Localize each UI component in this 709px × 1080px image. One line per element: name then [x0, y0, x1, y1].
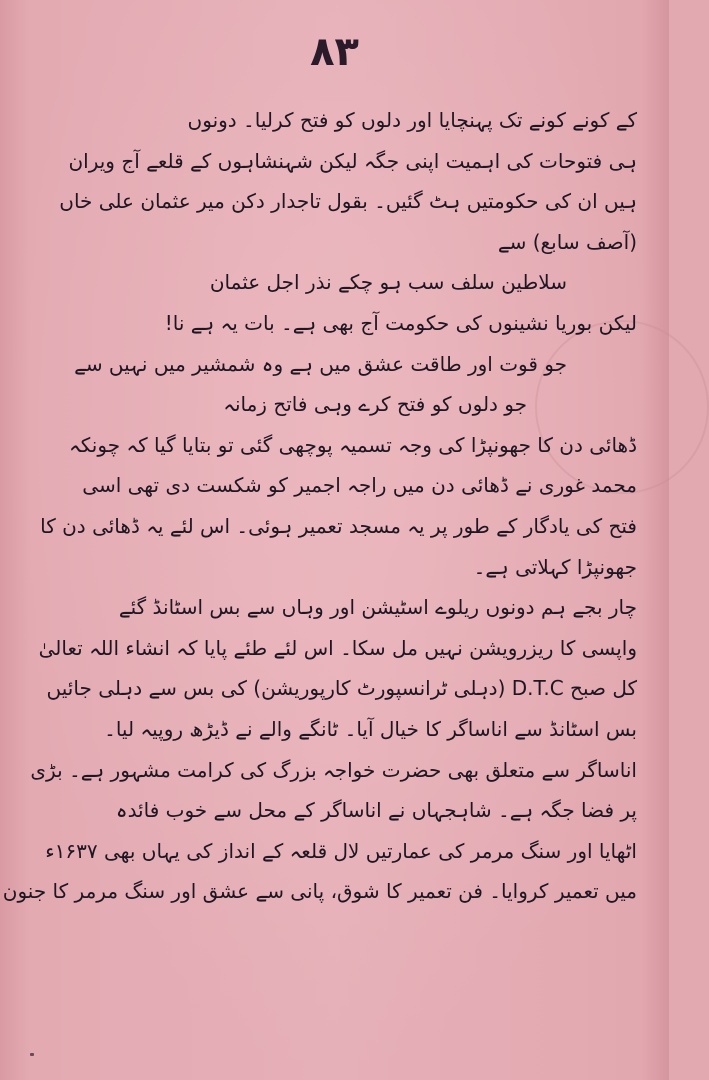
verse-line: سلاطین سلف سب ہو چکے نذر اجل عثمان	[209, 270, 567, 295]
page-body-text	[2, 100, 637, 912]
text-line: چار بجے ہم دونوں ریلوے اسٹیشن اور وہاں سے بس اسٹانڈ گئے	[118, 595, 637, 620]
text-line: ہیں ان کی حکومتیں ہٹ گئیں۔ بقول تاجدار دکن میر عثمان علی خاں	[59, 189, 637, 214]
verse-line: جو قوت اور طاقت عشق میں ہے وہ شمشیر میں نہیں سے	[74, 351, 567, 376]
text-line: واپسی کا ریزرویشن نہیں مل سکا۔ اس لئے طئے پایا کہ انشاء اللہ تعالیٰ	[38, 635, 637, 660]
ink-speck	[30, 1053, 34, 1056]
verse-line: جو دلوں کو فتح کرے وہی فاتح زمانہ	[223, 392, 527, 417]
text-line: محمد غوری نے ڈھائی دن میں راجہ اجمیر کو شکست دی تھی اسی	[82, 473, 637, 498]
text-line: اناساگر سے متعلق بھی حضرت خواجہ بزرگ کی کرامت مشہور ہے۔ بڑی	[30, 757, 637, 782]
text-line: بس اسٹانڈ سے اناساگر کا خیال آیا۔ ٹانگے والے نے ڈیڑھ روپیہ لیا۔	[104, 716, 637, 741]
text-line: (آصف سابع) سے	[497, 229, 637, 254]
text-line: پر فضا جگہ ہے۔ شاہجہاں نے اناساگر کے محل سے خوب فائدہ	[115, 798, 637, 823]
text-line: ہی فتوحات کی اہمیت اپنی جگہ لیکن شہنشاہوں کے قلعے آج ویران	[68, 148, 637, 173]
text-line: جھونپڑا کہلاتی ہے۔	[473, 554, 637, 579]
page-number: ۸۳	[310, 29, 359, 75]
text-line: لیکن بوریا نشینوں کی حکومت آج بھی ہے۔ بات یہ ہے نا!	[164, 310, 637, 335]
text-line: کے کونے کونے تک پہنچایا اور دلوں کو فتح کرلیا۔ دونوں	[187, 108, 637, 132]
text-line: میں تعمیر کروایا۔ فن تعمیر کا شوق، پانی سے عشق اور سنگ مرمر کا جنون	[2, 879, 637, 904]
text-line: فتح کی یادگار کے طور پر یہ مسجد تعمیر ہوئی۔ اس لئے یہ ڈھائی دن کا	[40, 513, 637, 538]
text-line: کل صبح D.T.C (دہلی ٹرانسپورٹ کارپوریشن) کی بس سے دہلی جائیں	[46, 676, 637, 701]
text-line: اٹھایا اور سنگ مرمر کی عمارتیں لال قلعہ کے انداز کی یہاں بھی ۱۶۳۷ء	[45, 838, 637, 863]
text-line: ڈھائی دن کا جھونپڑا کی وجہ تسمیہ پوچھی گئی تو بتایا گیا کہ چونکہ	[69, 432, 637, 457]
